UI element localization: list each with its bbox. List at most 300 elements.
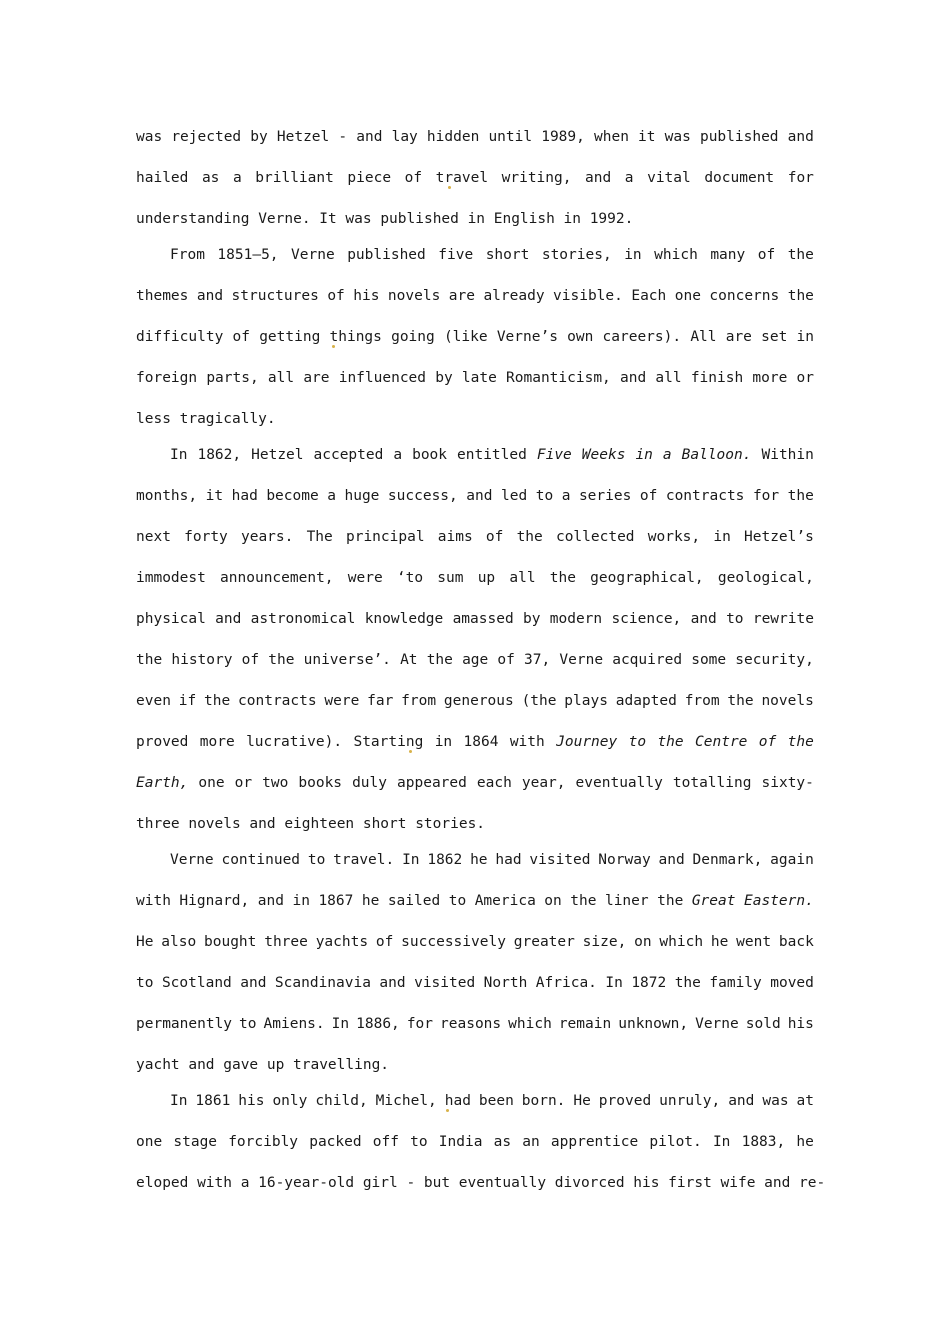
word: when xyxy=(594,129,629,145)
word: foreign xyxy=(136,370,198,386)
word: Scotland xyxy=(161,975,232,991)
word: novels xyxy=(761,693,814,709)
word: to xyxy=(410,1134,428,1150)
word: structures xyxy=(231,288,319,304)
word: visited xyxy=(414,975,476,991)
word: of xyxy=(232,329,250,345)
word: had xyxy=(445,1081,471,1122)
word: In xyxy=(331,1016,350,1032)
word: he xyxy=(470,852,488,868)
word: aims xyxy=(437,529,473,545)
word: astronomical xyxy=(250,611,356,627)
word: themes xyxy=(136,288,189,304)
word: he xyxy=(361,893,380,909)
word: all xyxy=(267,370,295,386)
word: Verne’s xyxy=(496,329,558,345)
word: sailed xyxy=(387,893,441,909)
word: more xyxy=(752,370,788,386)
word: and xyxy=(620,370,647,386)
word: far xyxy=(367,693,394,709)
word: accepted xyxy=(313,447,384,463)
word: Michel, xyxy=(375,1093,437,1109)
word: year, xyxy=(521,775,566,791)
word: was xyxy=(664,129,691,145)
word: published xyxy=(699,129,779,145)
annotation-mark xyxy=(332,345,335,348)
word: up xyxy=(477,570,496,586)
word: 1867 xyxy=(318,893,354,909)
word: 1872 xyxy=(631,975,667,991)
word: it xyxy=(205,488,224,504)
word: in xyxy=(713,529,731,545)
word: writing, xyxy=(501,170,572,186)
word: of xyxy=(497,652,515,668)
word: up xyxy=(266,1057,285,1073)
word: re- xyxy=(799,1175,826,1191)
word: the xyxy=(657,734,684,750)
text-line xyxy=(136,199,814,240)
word: Hignard, xyxy=(179,893,250,909)
word: even xyxy=(136,693,171,709)
word: contracts xyxy=(238,693,317,709)
text-line xyxy=(136,840,814,881)
word: security, xyxy=(735,652,814,668)
word: parts, xyxy=(206,370,259,386)
word: some xyxy=(691,652,727,668)
text-line xyxy=(136,276,814,317)
word: influenced xyxy=(338,370,427,386)
word: girl xyxy=(362,1175,398,1191)
word: yachts xyxy=(315,934,369,950)
word: to xyxy=(307,852,326,868)
word: duly xyxy=(352,775,387,791)
word: travelling. xyxy=(293,1057,390,1073)
word: child, xyxy=(315,1093,368,1109)
word: stories. xyxy=(415,816,486,832)
text-line xyxy=(136,763,814,804)
word: of xyxy=(485,529,504,545)
paragraph xyxy=(136,840,814,1086)
word: Weeks xyxy=(581,447,626,463)
word: finish xyxy=(690,370,744,386)
word: In xyxy=(402,852,420,868)
word: of xyxy=(757,247,776,263)
word: Centre xyxy=(695,734,748,750)
word: hailed xyxy=(136,170,189,186)
word: the xyxy=(657,893,684,909)
text-line xyxy=(136,517,814,558)
word: each xyxy=(476,775,512,791)
word: or xyxy=(796,370,814,386)
word: vital xyxy=(647,170,691,186)
word: collected xyxy=(555,529,635,545)
document-body xyxy=(136,117,826,1199)
word: to xyxy=(535,488,554,504)
word: with xyxy=(136,893,171,909)
word: with xyxy=(197,1175,232,1191)
word: visible. xyxy=(553,288,623,304)
word: off xyxy=(372,1134,399,1150)
word: geographical, xyxy=(590,570,704,586)
word: his xyxy=(633,1175,660,1191)
text-line xyxy=(136,117,814,158)
paragraph xyxy=(136,117,814,240)
text-line xyxy=(136,399,814,440)
word: in xyxy=(434,734,453,750)
word: Denmark, xyxy=(692,852,763,868)
word: all xyxy=(509,570,536,586)
text-line xyxy=(136,1163,826,1204)
word: Norway xyxy=(598,852,651,868)
word: were xyxy=(324,693,360,709)
word: the xyxy=(204,693,231,709)
word: set xyxy=(761,329,788,345)
text-line xyxy=(136,881,814,922)
word: and xyxy=(728,1093,755,1109)
word: In xyxy=(712,1134,731,1150)
text-line xyxy=(136,1004,814,1045)
word: and xyxy=(257,893,284,909)
text-line xyxy=(136,317,814,358)
word: the xyxy=(570,893,597,909)
word: success, xyxy=(387,488,458,504)
word: understanding xyxy=(136,211,250,227)
word: history xyxy=(171,652,233,668)
word: 1862, xyxy=(197,447,242,463)
word: sixty- xyxy=(761,775,814,791)
word: published xyxy=(380,211,459,227)
word: lay xyxy=(391,129,418,145)
word: Starting xyxy=(353,722,423,763)
word: gave xyxy=(223,1057,259,1073)
word: and xyxy=(356,129,383,145)
word: 1862 xyxy=(427,852,463,868)
word: and xyxy=(215,611,242,627)
word: immodest xyxy=(136,570,206,586)
word: was xyxy=(762,1093,789,1109)
word: getting xyxy=(259,329,321,345)
word: novels xyxy=(188,816,241,832)
word: works, xyxy=(647,529,701,545)
text-line xyxy=(136,435,814,476)
word: Five xyxy=(536,447,572,463)
word: In xyxy=(170,447,188,463)
word: but xyxy=(423,1175,451,1191)
word: universe’. xyxy=(303,652,391,668)
word: 16-year-old xyxy=(258,1175,355,1191)
word: which xyxy=(654,247,698,263)
word: travel xyxy=(436,158,488,199)
word: Romanticism, xyxy=(506,370,611,386)
word: huge xyxy=(344,488,380,504)
word: of xyxy=(639,488,658,504)
word: Verne xyxy=(559,652,604,668)
word: America xyxy=(474,893,536,909)
word: adapted xyxy=(615,693,677,709)
text-line xyxy=(136,804,814,845)
word: and xyxy=(690,611,717,627)
word: years. xyxy=(240,529,294,545)
word: he xyxy=(796,1134,814,1150)
word: are xyxy=(448,288,475,304)
word: Scandinavia xyxy=(274,975,371,991)
word: born. xyxy=(521,1093,566,1109)
word: was xyxy=(136,129,163,145)
word: plays xyxy=(564,693,608,709)
word: stories, xyxy=(541,247,612,263)
word: one xyxy=(198,775,225,791)
word: eighteen xyxy=(284,816,355,832)
word: already xyxy=(483,288,545,304)
word: announcement, xyxy=(220,570,334,586)
word: The xyxy=(306,529,333,545)
word: size, xyxy=(582,934,627,950)
word: apprentice xyxy=(550,1134,639,1150)
word: of xyxy=(758,734,777,750)
word: document xyxy=(704,170,775,186)
word: age xyxy=(462,652,489,668)
word: 1886, xyxy=(356,1016,400,1032)
word: entitled xyxy=(457,447,527,463)
word: eloped xyxy=(136,1175,189,1191)
word: bought xyxy=(204,934,257,950)
word: and xyxy=(249,816,276,832)
word: Verne xyxy=(695,1016,739,1032)
text-line xyxy=(136,158,814,199)
word: contracts xyxy=(665,488,745,504)
word: and xyxy=(787,129,814,145)
word: his xyxy=(238,1093,265,1109)
word: principal xyxy=(345,529,425,545)
text-line xyxy=(136,558,814,599)
word: piece xyxy=(347,170,392,186)
word: concerns xyxy=(709,288,780,304)
word: in xyxy=(635,447,653,463)
word: All xyxy=(690,329,717,345)
word: pilot. xyxy=(649,1134,702,1150)
word: packed xyxy=(309,1134,362,1150)
word: one xyxy=(136,1134,163,1150)
word: the xyxy=(674,975,701,991)
word: books xyxy=(298,775,343,791)
word: he xyxy=(710,934,729,950)
word: with xyxy=(509,734,545,750)
word: short xyxy=(485,247,530,263)
word: things xyxy=(330,317,382,358)
word: a xyxy=(232,170,242,186)
text-line xyxy=(136,476,814,517)
word: At xyxy=(400,652,418,668)
word: his xyxy=(787,1016,814,1032)
word: one xyxy=(674,288,701,304)
word: a xyxy=(240,1175,250,1191)
word: less xyxy=(136,411,171,427)
word: and xyxy=(188,1057,215,1073)
word: generous xyxy=(443,693,514,709)
word: 1989, xyxy=(541,129,585,145)
word: to xyxy=(726,611,744,627)
word: an xyxy=(522,1134,540,1150)
word: his xyxy=(353,288,380,304)
word: tragically. xyxy=(179,411,276,427)
word: a xyxy=(393,447,403,463)
word: for xyxy=(787,170,814,186)
word: reasons xyxy=(440,1016,502,1032)
word: yacht xyxy=(136,1057,180,1073)
word: continued xyxy=(221,852,301,868)
word: moved xyxy=(770,975,814,991)
word: Within xyxy=(761,447,814,463)
word: are xyxy=(303,370,330,386)
word: He xyxy=(136,934,154,950)
word: on xyxy=(634,934,652,950)
word: the xyxy=(268,652,295,668)
word: and xyxy=(658,852,685,868)
word: five xyxy=(438,247,474,263)
word: and xyxy=(585,170,612,186)
word: Hetzel xyxy=(251,447,304,463)
text-line xyxy=(136,235,814,276)
word: had xyxy=(231,488,258,504)
word: wife xyxy=(720,1175,756,1191)
word: was xyxy=(345,211,372,227)
word: only xyxy=(272,1093,308,1109)
word: of xyxy=(404,170,423,186)
annotation-mark xyxy=(448,186,451,189)
word: 1883, xyxy=(741,1134,786,1150)
word: the xyxy=(426,652,453,668)
word: Verne xyxy=(291,247,335,263)
word: by xyxy=(522,611,541,627)
word: unruly, xyxy=(659,1093,721,1109)
word: more xyxy=(199,734,235,750)
word: From xyxy=(170,247,205,263)
word: successively xyxy=(401,934,506,950)
word: to xyxy=(448,893,467,909)
word: Each xyxy=(631,288,667,304)
word: acquired xyxy=(612,652,683,668)
word: Great xyxy=(691,893,736,909)
word: to xyxy=(136,975,154,991)
word: by xyxy=(435,370,453,386)
word: divorced xyxy=(554,1175,625,1191)
word: science, xyxy=(611,611,682,627)
word: late xyxy=(461,370,497,386)
word: and xyxy=(466,488,493,504)
word: careers). xyxy=(602,329,682,345)
word: the xyxy=(136,652,163,668)
word: North xyxy=(483,975,528,991)
word: been xyxy=(478,1093,514,1109)
word: 1864 xyxy=(463,734,499,750)
word: as xyxy=(201,170,220,186)
word: 37, xyxy=(524,652,551,668)
word: of xyxy=(327,288,345,304)
word: went xyxy=(736,934,772,950)
word: 1851–5, xyxy=(217,247,279,263)
text-line xyxy=(136,1045,814,1086)
word: travel. xyxy=(333,852,395,868)
text-line xyxy=(136,722,814,763)
word: to xyxy=(239,1016,257,1032)
word: totalling xyxy=(672,775,752,791)
word: if xyxy=(178,693,197,709)
annotation-mark xyxy=(446,1109,449,1112)
word: in xyxy=(624,247,642,263)
word: Balloon. xyxy=(681,447,752,463)
word: or xyxy=(234,775,253,791)
word: published xyxy=(347,247,426,263)
word: and xyxy=(196,288,224,304)
word: sold xyxy=(745,1016,781,1032)
word: eventually xyxy=(575,775,663,791)
word: English xyxy=(493,211,555,227)
word: Earth, xyxy=(136,775,189,791)
word: all xyxy=(655,370,682,386)
word: and xyxy=(764,1175,791,1191)
word: in xyxy=(292,893,310,909)
word: which xyxy=(659,934,704,950)
word: many xyxy=(710,247,746,263)
word: In xyxy=(170,1093,188,1109)
word: two xyxy=(262,775,289,791)
word: the xyxy=(787,288,814,304)
word: Hetzel’s xyxy=(744,529,814,545)
word: forcibly xyxy=(228,1134,299,1150)
word: a xyxy=(561,488,571,504)
word: Amiens. xyxy=(263,1016,325,1032)
word: permanently xyxy=(136,1016,233,1032)
word: as xyxy=(493,1134,512,1150)
word: become xyxy=(266,488,319,504)
word: series xyxy=(578,488,632,504)
word: Eastern. xyxy=(743,893,814,909)
text-line xyxy=(136,681,814,722)
word: three xyxy=(136,816,180,832)
word: to xyxy=(628,734,647,750)
word: which xyxy=(508,1016,552,1032)
word: proved xyxy=(598,1093,652,1109)
word: eventually xyxy=(458,1175,547,1191)
word: the xyxy=(516,529,543,545)
word: had xyxy=(495,852,522,868)
word: ‘to xyxy=(396,570,424,586)
word: difficulty xyxy=(136,329,224,345)
word: amassed xyxy=(452,611,514,627)
word: - xyxy=(338,129,348,145)
word: it xyxy=(638,129,656,145)
word: greater xyxy=(513,934,575,950)
word: going xyxy=(391,329,435,345)
word: led xyxy=(501,488,528,504)
word: Africa. xyxy=(535,975,597,991)
word: forty xyxy=(184,529,228,545)
word: back xyxy=(778,934,814,950)
word: Verne. xyxy=(258,211,311,227)
word: knowledge xyxy=(364,611,444,627)
word: rewrite xyxy=(752,611,814,627)
text-line xyxy=(136,640,814,681)
word: book xyxy=(412,447,448,463)
word: remain xyxy=(558,1016,612,1032)
word: stage xyxy=(173,1134,218,1150)
word: in xyxy=(796,329,814,345)
text-line xyxy=(136,963,814,1004)
word: three xyxy=(264,934,308,950)
word: India xyxy=(438,1134,483,1150)
text-line xyxy=(136,922,814,963)
word: - xyxy=(406,1175,416,1191)
